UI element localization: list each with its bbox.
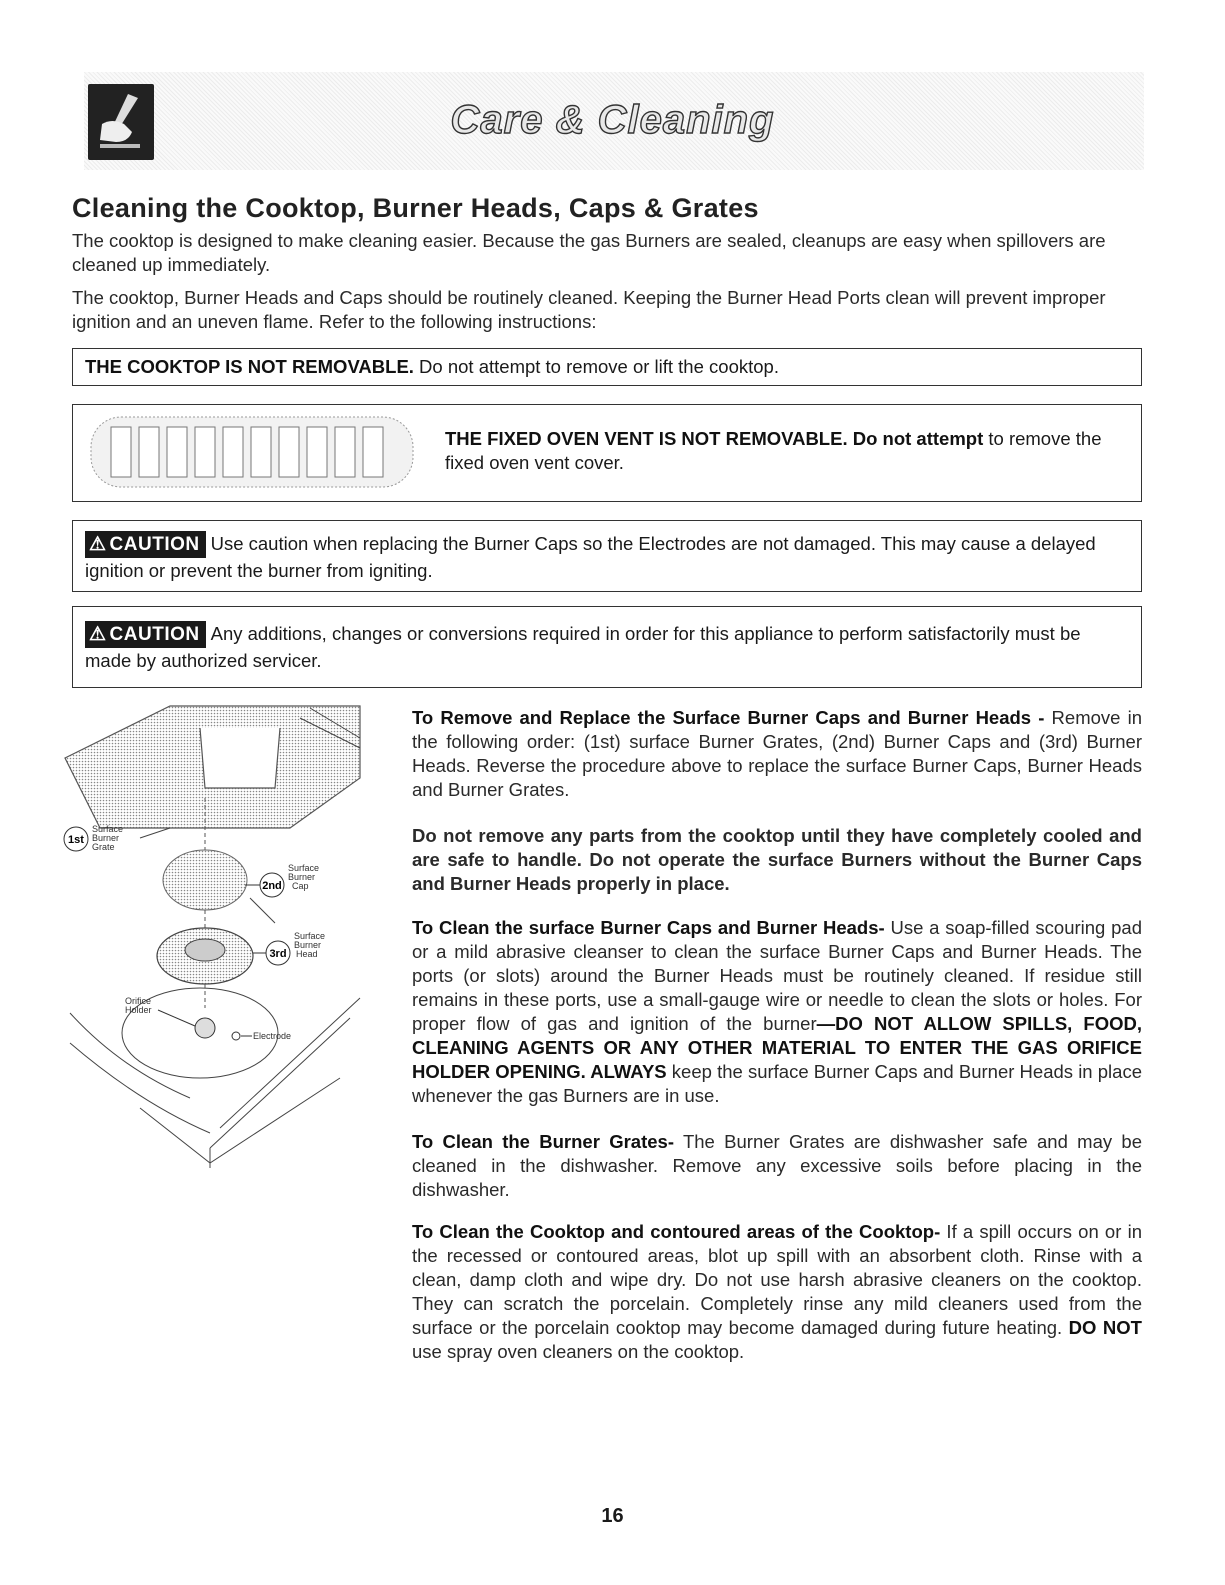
clean-cooktop-text-2: use spray oven cleaners on the cooktop. bbox=[412, 1341, 745, 1362]
caution-text: Use caution when replacing the Burner Caps so the Electrodes are not damaged. This may cause a delayed ignition or prevent the burner from igniting. bbox=[85, 533, 1096, 581]
caution-badge: ⚠ CAUTION bbox=[85, 531, 206, 558]
notice-text: Do not attempt to remove or lift the cooktop. bbox=[413, 356, 779, 377]
oven-vent-notice bbox=[72, 404, 1142, 502]
section-title: Cleaning the Cooktop, Burner Heads, Caps & Grates bbox=[72, 193, 759, 223]
burner-assembly-diagram bbox=[60, 688, 380, 1193]
clean-cooktop-text: If a spill occurs on or in the recessed or contoured areas, blot up spill with an absorbent cloth. Rinse with a clean, damp cloth and wipe dry. Do not use harsh abrasive cleaners on the cooktop. They can scratch the porcelain. Completely rinse any mild cleaners used from the surface or the porcelain cooktop may become damaged during future heating. bbox=[412, 1221, 1142, 1338]
clean-grates-heading: To Clean the Burner Grates- bbox=[412, 1131, 674, 1152]
grate-order-label: 1st bbox=[68, 834, 84, 846]
clean-grates-text: The Burner Grates are dishwasher safe and may be cleaned in the dishwasher. Remove any excessive soils before placing in the dishwasher. bbox=[412, 1131, 1142, 1200]
remove-replace-text: Remove in the following order: (1st) surface Burner Grates, (2nd) Burner Caps and (3rd) Burner Heads. Reverse the procedure above to replace the surface Burner Caps, Burner Heads and Burner Grates. bbox=[412, 707, 1142, 800]
head-label-2: Burner bbox=[294, 940, 322, 950]
header-title: Care & Cleaning bbox=[450, 98, 775, 142]
head-order-label: 3rd bbox=[269, 948, 287, 960]
intro-paragraph-1: The cooktop is designed to make cleaning easier. Because the gas Burners are sealed, cleanups are easy when spillovers are cleaned up immediately. bbox=[72, 230, 1106, 275]
notice-bold: THE COOKTOP IS NOT REMOVABLE. bbox=[85, 356, 414, 377]
clean-cooktop-paragraph bbox=[412, 1220, 1142, 1364]
cap-order-label: 2nd bbox=[262, 880, 282, 892]
vent-notice-text: to remove the fixed oven vent cover. bbox=[445, 428, 1102, 473]
head-label-3: Head bbox=[296, 949, 318, 959]
electrode-label: Electrode bbox=[253, 1031, 292, 1041]
page-number: 16 bbox=[601, 1505, 624, 1527]
clean-caps-text: Use a soap-filled scouring pad or a mild abrasive cleanser to clean the surface Burner Caps and Burner Heads. The ports (or slots) around the Burner Heads must be routinely cleaned. If residue still remains in these ports, use a small-gauge wire or needle to clean the slots or holes. For proper flow of gas and ignition of the burner bbox=[412, 917, 1142, 1034]
orifice-label-2: Holder bbox=[125, 1005, 152, 1015]
orifice-label-1: Orifice bbox=[125, 996, 152, 1006]
head-label-1: Surface bbox=[294, 931, 326, 941]
grate-label-2: Burner bbox=[92, 833, 120, 843]
caution-electrodes bbox=[72, 520, 1142, 592]
cooldown-warning: Do not remove any parts from the cooktop until they have completely cooled and are safe to handle. Do not operate the surface Burners without the Burner Caps and Burner Heads properly in place. bbox=[412, 825, 1142, 894]
caution-text: Any additions, changes or conversions required in order for this appliance to perform satisfactorily must be made by authorized servicer. bbox=[85, 623, 1081, 671]
caution-badge: ⚠ CAUTION bbox=[85, 621, 206, 648]
clean-caps-paragraph bbox=[412, 916, 1142, 1108]
grate-label-1: Surface bbox=[92, 824, 124, 834]
clean-caps-warning: —DO NOT ALLOW SPILLS, FOOD, CLEANING AGENTS OR ANY OTHER MATERIAL TO ENTER THE GAS ORIFICE HOLDER OPENING. ALWAYS bbox=[412, 1013, 1142, 1082]
clean-grates-paragraph bbox=[412, 1130, 1142, 1202]
clean-cooktop-warning: DO NOT bbox=[1062, 1317, 1142, 1338]
clean-caps-heading: To Clean the surface Burner Caps and Burner Heads- bbox=[412, 917, 885, 938]
clean-cooktop-heading: To Clean the Cooktop and contoured areas of the Cooktop- bbox=[412, 1221, 941, 1242]
grate-label-3: Grate bbox=[92, 842, 115, 852]
cooktop-not-removable-notice bbox=[72, 348, 1142, 386]
clean-caps-text-2: keep the surface Burner Caps and Burner Heads in place whenever the gas Burners are in use. bbox=[412, 1061, 1142, 1106]
oven-vent-illustration bbox=[87, 411, 417, 491]
vent-notice-bold: THE FIXED OVEN VENT IS NOT REMOVABLE. Do not attempt bbox=[445, 428, 984, 449]
cap-label-3: Cap bbox=[292, 881, 309, 891]
caution-servicer bbox=[72, 606, 1142, 688]
warning-triangle-icon: ⚠ bbox=[89, 624, 107, 645]
intro-paragraph-2: The cooktop, Burner Heads and Caps should be routinely cleaned. Keeping the Burner Head Ports clean will prevent improper ignition and an uneven flame. Refer to the following instructions: bbox=[72, 287, 1106, 332]
remove-replace-paragraph bbox=[412, 706, 1142, 802]
warning-triangle-icon: ⚠ bbox=[89, 534, 107, 555]
cap-label-2: Burner bbox=[288, 872, 316, 882]
remove-replace-heading: To Remove and Replace the Surface Burner Caps and Burner Heads - bbox=[412, 707, 1045, 728]
cap-label-1: Surface bbox=[288, 863, 320, 873]
